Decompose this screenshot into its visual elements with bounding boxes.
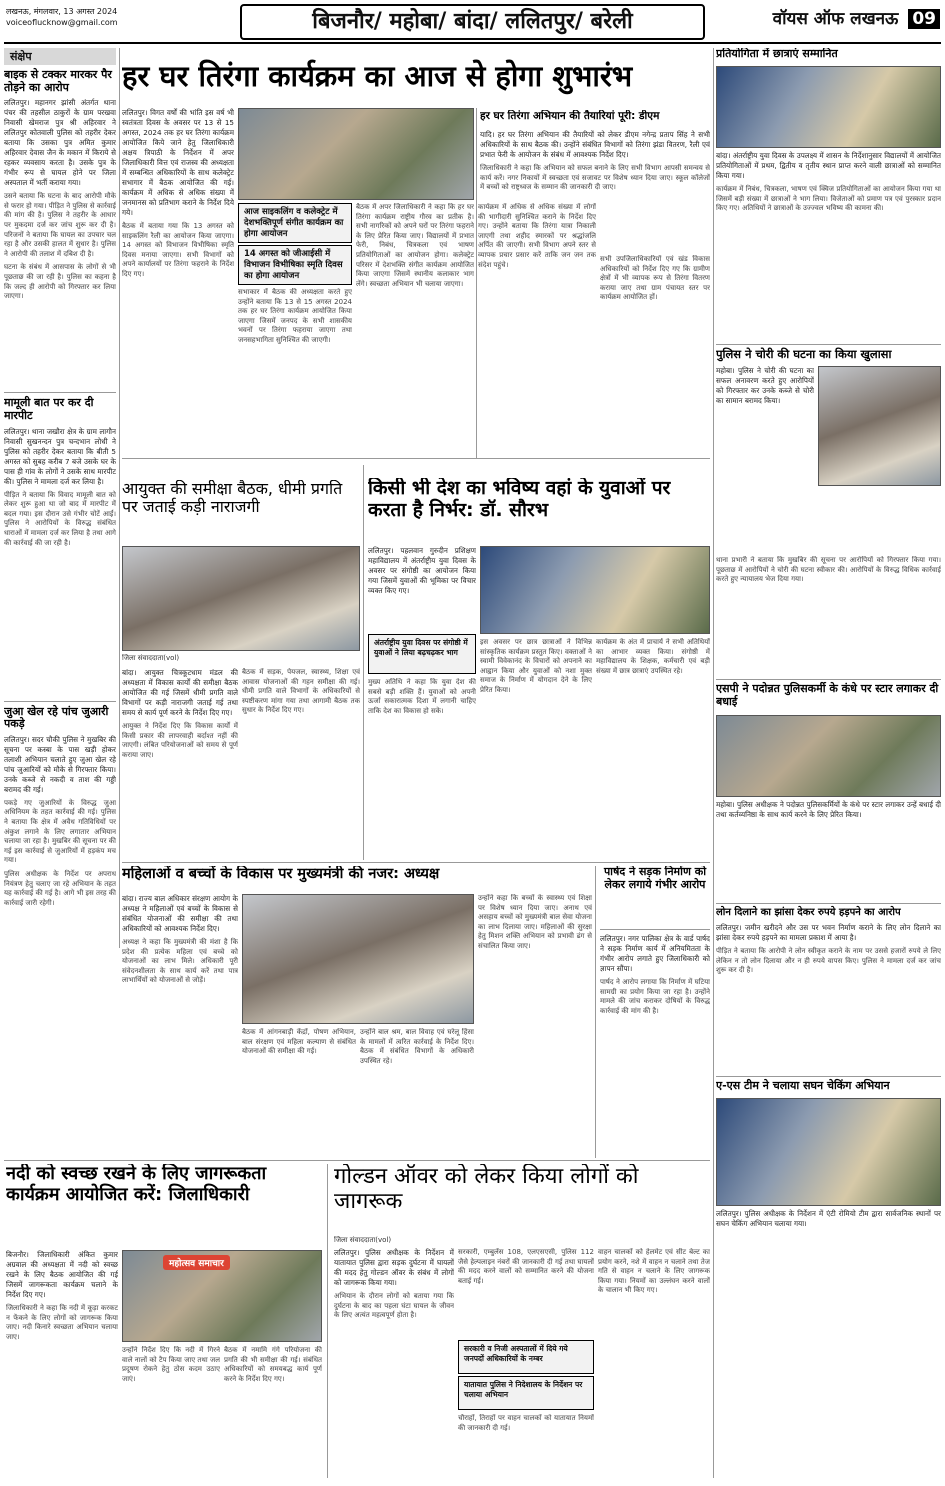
divider: [4, 392, 116, 393]
story-body: [716, 923, 941, 1073]
river-body-col3: [224, 1346, 322, 1478]
story-paragraph: ललितपुर। सदर चौकी पुलिस ने मुखबिर की सूचना पर कस्बा के पास खड़ी होकर तलाशी अभियान चलाते हुए जुआ खेल रहे पांच जुआरियों को मौके से गिरफ्तार किया। उनके कब्जे से नकदी व ताश की गड्डी बरामद की गई।: [4, 734, 116, 794]
road-body: [600, 934, 710, 1156]
main-headline: हर घर तिरंगा कार्यक्रम का आज से होगा शुभारंभ: [122, 59, 633, 93]
section-label: संक्षेप: [4, 48, 116, 65]
story-paragraph: ललितपुर। विगत वर्षों की भांति इस वर्ष भी स्वतंत्रता दिवस के अवसर पर 13 से 15 अगस्त, 2024 तक हर घर तिरंगा कार्यक्रम आयोजित किये जाने हेतु जिलाधिकारी अक्षय त्रिपाठी के निर्देशन में अपर जिलाधिकारी वित्त एवं राजस्व की अध्यक्षता में सम्बन्धित अधिकारियों के साथ कलेक्ट्रेट सभागार में बैठक आयोजित की गई। कार्यक्रम में अधिक से अधिक संख्या में जनमानस को प्रतिभाग कराने के निर्देश दिये गये।: [122, 108, 234, 217]
story-paragraph: ललितपुर। पुलिस अधीक्षक के निर्देशन में एंटी रोमियो टीम द्वारा सार्वजनिक स्थानों पर सघन चेकिंग अभियान चलाया गया।: [716, 1209, 941, 1228]
story-paragraph: अध्यक्ष ने कहा कि मुख्यमंत्री की मंशा है कि प्रदेश की प्रत्येक महिला एवं बच्चे को योजनाओं का लाभ मिले। अधिकारी पूरी संवेदनशीलता के साथ कार्य करें तथा पात्र लाभार्थियों को योजनाओं से जोड़ें।: [122, 938, 238, 985]
story-paragraph: बैठक में नमामि गंगे परियोजना की प्रगति की भी समीक्षा की गई। संबंधित अधिकारियों को समयबद्ध कार्य पूर्ण करने के निर्देश दिए गए।: [224, 1346, 322, 1383]
edition-title: बिजनौर/ महोबा/ बांदा/ ललितपुर/ बरेली: [240, 4, 705, 40]
youth-body-col3: [480, 638, 592, 858]
story-paragraph: चौराहों, तिराहों पर वाहन चालकों को यातायात नियमों की जानकारी दी गई।: [458, 1414, 594, 1432]
side-body-col2: [600, 255, 710, 453]
highlight-box: यातायात पुलिस ने निदेशालय के निर्देशन पर चलाया अभियान: [458, 1376, 594, 1410]
story-paragraph: उन्होंने कहा कि बच्चों के स्वास्थ्य एवं शिक्षा पर विशेष ध्यान दिया जाए। अनाथ एवं असहाय बच्चों को मुख्यमंत्री बाल सेवा योजना का लाभ दिलाया जाए। महिलाओं की सुरक्षा हेतु मिशन शक्ति अभियान को प्रभावी ढंग से संचालित किया जाए।: [478, 894, 592, 950]
river-headline: नदी को स्वच्छ रखने के लिए जागरूकता कार्यक्रम आयोजित करें: जिलाधिकारी: [6, 1164, 267, 1205]
side-body: [480, 130, 710, 250]
story-body: [716, 366, 814, 556]
highlight-box: आज साइकलिंग व कलेक्ट्रेट में देशभक्तिपूर्ण संगीत कार्यक्रम का होगा आयोजन: [238, 203, 352, 243]
column-divider: [713, 48, 714, 1478]
story-paragraph: उन्होंने बाल श्रम, बाल विवाह एवं घरेलू हिंसा के मामलों में त्वरित कार्रवाई के निर्देश दिए। बैठक में संबंधित विभागों के अधिकारी उपस्थित रहे।: [360, 1028, 474, 1065]
date-line: लखनऊ, मंगलवार, 13 अगस्त 2024: [6, 7, 118, 16]
story-paragraph: बांदा। अंतर्राष्ट्रीय युवा दिवस के उपलक्ष्य में शासन के निर्देशानुसार विद्यालयों में आयोजित प्रतियोगिताओं में प्रथम, द्वितीय व तृतीय स्थान प्राप्त करने वाली छात्राओं को सम्मानित किया गया।: [716, 151, 941, 180]
divider: [716, 903, 941, 904]
story-paragraph: ललितपुर। जमीन खरीदने और उस पर भवन निर्माण कराने के लिए लोन दिलाने का झांसा देकर रुपये हड़पने का मामला प्रकाश में आया है।: [716, 923, 941, 942]
story-body: [4, 427, 116, 697]
story-paragraph: ललितपुर। पुलिस अधीक्षक के निर्देशन में यातायात पुलिस द्वारा सड़क दुर्घटना में घायलों की मदद हेतु गोल्डन ऑवर के संबंध में लोगों को जागरूक किया गया।: [334, 1248, 454, 1287]
story-headline: एसपी ने पदोन्नत पुलिसकर्मी के कंधे पर स्टार लगाकर दी बधाई: [716, 682, 939, 708]
story-paragraph: ललितपुर। पहलवान गुरुदीन प्रशिक्षण महाविद्यालय में अंतर्राष्ट्रीय युवा दिवस के अवसर पर संगोष्ठी का आयोजन किया गया जिसमें युवाओं की भूमिका पर विचार व्यक्त किए गए।: [368, 546, 476, 595]
golden-body-col2: [458, 1248, 594, 1338]
story-paragraph: पुलिस अधीक्षक के निर्देश पर अपराध नियंत्रण हेतु चलाए जा रहे अभियान के तहत यह कार्रवाई की गई है। आगे भी इस तरह की कार्रवाई जारी रहेगी।: [4, 870, 116, 907]
story-headline: प्रतियोगिता में छात्राएं सम्मानित: [716, 48, 838, 60]
youth-body-col1: [368, 546, 476, 630]
main-body-col2: [356, 203, 474, 453]
story-paragraph: सभाकार में बैठक की अध्यक्षता करते हुए उन्होंने बताया कि 13 से 15 अगस्त 2024 तक हर घर तिरंगा कार्यक्रम आयोजित किया जाएगा जिसमें जनपद के सभी शासकीय भवनों पर तिरंगा फहराया जाएगा तथा जनसहभागिता सुनिश्चित की जाएगी।: [238, 288, 352, 344]
column-divider: [595, 866, 596, 1158]
river-body-col2: [122, 1346, 220, 1478]
highlight-box: सरकारी व निजी अस्पतालों में दिये गये जनपदों अधिकारियों के नम्बर: [458, 1340, 594, 1374]
story-paragraph: थाना प्रभारी ने बताया कि मुखबिर की सूचना पर आरोपियों को गिरफ्तार किया गया। पूछताछ में आरोपियों ने चोरी की घटना स्वीकार की। आरोपियों के विरुद्ध विधिक कार्रवाई करते हुए न्यायालय भेज दिया गया।: [716, 556, 941, 584]
divider: [4, 701, 116, 702]
women-body-col1: [122, 894, 238, 1156]
women-headline: महिलाओं व बच्चों के विकास पर मुख्यमंत्री की नजर: अध्यक्ष: [122, 866, 440, 882]
highlight-box-wrap: [238, 203, 352, 285]
story-paragraph: कार्यक्रम के अंत में प्राचार्य ने सभी अतिथियों का आभार व्यक्त किया। संगोष्ठी में महाविद्यालय के शिक्षक, कर्मचारी एवं बड़ी संख्या में छात्र छात्राएं उपस्थित रहे।: [596, 638, 710, 675]
story-paragraph: बांदा। आयुक्त चित्रकूटधाम मंडल की अध्यक्षता में विकास कार्यों की समीक्षा बैठक आयोजित की गई जिसमें धीमी प्रगति वाले विभागों पर कड़ी नाराजगी जताई गई तथा समय से कार्य पूर्ण करने के निर्देश दिए गए।: [122, 668, 238, 717]
golden-body-col4: [598, 1248, 710, 1478]
women-body-col4: [478, 894, 592, 1156]
story-paragraph: महोबा। पुलिस ने चोरी की घटना का सफल अनावरण करते हुए आरोपियों को गिरफ्तार कर उनके कब्जे से चोरी का सामान बरामद किया।: [716, 366, 814, 405]
story-paragraph: पीड़ित ने बताया कि आरोपी ने लोन स्वीकृत कराने के नाम पर उससे हजारों रुपये ले लिए लेकिन न तो लोन दिलाया और न ही रुपये वापस किए। पुलिस ने मामला दर्ज कर जांच शुरू कर दी है।: [716, 947, 941, 975]
review-caption: जिला संवाददाता(vol): [122, 654, 180, 662]
river-photo: [122, 1250, 322, 1342]
review-body-col1: [122, 668, 238, 858]
story-paragraph: उसने बताया कि घटना के बाद आरोपी मौके से फरार हो गया। पीड़ित ने पुलिस से कार्रवाई की मांग की है। पुलिस ने तहरीर के आधार पर मुकदमा दर्ज कर जांच शुरू कर दी है। परिजनों ने बताया कि घायल का उपचार चल रहा है और उसकी हालत में सुधार है। पुलिस ने आरोपी की तलाश में दबिश दी है।: [4, 192, 116, 258]
river-body-col1: [6, 1250, 118, 1478]
story-paragraph: आयुक्त ने निर्देश दिए कि विकास कार्यों में किसी प्रकार की लापरवाही बर्दाश्त नहीं की जाएगी। लंबित परियोजनाओं को समय से पूर्ण कराया जाए।: [122, 722, 238, 759]
story-body: [4, 735, 116, 1135]
column-divider: [119, 48, 120, 948]
column-divider: [363, 465, 364, 860]
youth-body-col2: [368, 678, 476, 858]
story-photo: [716, 1098, 941, 1206]
story-paragraph: उन्होंने निर्देश दिए कि नदी में गिरने वाले नालों को टैप किया जाए तथा जल प्रदूषण रोकने हेतु ठोस कदम उठाए जाएं।: [122, 1346, 220, 1383]
main-body-col3: [238, 288, 352, 453]
story-paragraph: पकड़े गए जुआरियों के विरुद्ध जुआ अधिनियम के तहत कार्रवाई की गई। पुलिस ने बताया कि क्षेत्र में अवैध गतिविधियों पर अंकुश लगाने के लिए लगातार अभियान चलाया जा रहा है। मुखबिर की सूचना पर की गई इस कार्रवाई से जुआरियों में हड़कंप मच गया।: [4, 798, 116, 865]
section-divider: [4, 1160, 710, 1161]
story-paragraph: महोबा। पुलिस अधीक्षक ने पदोन्नत पुलिसकर्मियों के कंधे पर स्टार लगाकर उन्हें बधाई दी तथा कर्तव्यनिष्ठा के साथ कार्य करने के लिए प्रेरित किया।: [716, 800, 941, 819]
story-photo: [818, 366, 941, 486]
story-paragraph: घटना के संबंध में आसपास के लोगों से भी पूछताछ की जा रही है। पुलिस का कहना है कि जल्द ही आरोपी को गिरफ्तार कर लिया जाएगा।: [4, 263, 116, 301]
masthead-rule: [4, 42, 941, 44]
column-divider: [327, 1164, 328, 1478]
story-photo: [716, 66, 941, 148]
story-paragraph: ललितपुर। थाना जखौरा क्षेत्र के ग्राम लागौन निवासी सुखनन्दन पुत्र चन्दभान लोधी ने पुलिस को तहरीर देकर बताया कि बीती 5 अगस्त को सुबह करीब 7 बजे उसके घर के पास ही गांव के लोगों ने उसके साथ मारपीट की। पुलिस ने मामला दर्ज कर लिया है।: [4, 426, 116, 486]
column-divider: [476, 108, 477, 458]
youth-headline: किसी भी देश का भविष्य वहां के युवाओं पर करता है निर्भर: डॉ. सौरभ: [368, 478, 671, 521]
story-paragraph: बैठक में बताया गया कि 13 अगस्त को साइकलिंग रैली का आयोजन किया जाएगा। 14 अगस्त को विभाजन विभीषिका स्मृति दिवस मनाया जाएगा। सभी विभागों को अपने कार्यालयों पर तिरंगा फहराने के निर्देश दिए गए।: [122, 222, 234, 278]
story-body: [716, 151, 941, 341]
story-body: [4, 98, 116, 388]
story-paragraph: ललितपुर। महानगर झांसी अंतर्गत थाना पंचर की तहसील ठाकुरों के ग्राम परखवा निवासी खेमराज पुत्र श्री अहिरवार ने ललितपुर कोतवाली पुलिस को तहरीर देकर बताया कि उसका पुत्र अमित कुमार अहिरवार देवास जैन के मकान में किराये से रहकर व्यवसाय करता है। उसके पुत्र के गंभीर रूप से घायल होने पर जिला अस्पताल में भर्ती कराया गया।: [4, 98, 116, 188]
story-paragraph: बैठक में सड़क, पेयजल, स्वास्थ्य, शिक्षा एवं आवास योजनाओं की गहन समीक्षा की गई। धीमी प्रगति वाले विभागों के अधिकारियों से स्पष्टीकरण मांगा गया तथा आगामी बैठक तक सुधार के निर्देश दिए गए।: [242, 668, 360, 715]
review-headline: आयुक्त की समीक्षा बैठक, धीमी प्रगति पर जताई कड़ी नाराजगी: [122, 480, 343, 517]
story-headline: बाइक से टक्कर मारकर पैर तोड़ने का आरोप: [4, 68, 112, 94]
section-divider: [122, 458, 710, 459]
story-paragraph: अभियान के दौरान लोगों को बताया गया कि दुर्घटना के बाद का पहला घंटा घायल के जीवन के लिए अत्यंत महत्वपूर्ण होता है।: [334, 1292, 454, 1320]
story-headline: जुआ खेल रहे पांच जुआरी पकड़े: [4, 704, 109, 731]
road-headline: पार्षद ने सड़क निर्माण को लेकर लगाये गंभीर आरोप: [600, 866, 710, 930]
story-paragraph: पार्षद ने आरोप लगाया कि निर्माण में घटिया सामग्री का प्रयोग किया जा रहा है। उन्होंने मामले की जांच कराकर दोषियों के विरुद्ध कार्रवाई की मांग की है।: [600, 978, 710, 1015]
golden-headline: गोल्डन ऑवर को लेकर किया लोगों को जागरूक: [334, 1164, 639, 1215]
story-paragraph: सरकारी, एम्बुलेंस 108, एलएसएसी, पुलिस 112 जैसे हेल्पलाइन नंबरों की जानकारी दी गई तथा घायलों की मदद करने वालों को सम्मानित करने की योजना बताई गई।: [458, 1248, 594, 1285]
email-line: voiceoflucknow@gmail.com: [6, 18, 118, 27]
golden-body-col1: [334, 1248, 454, 1478]
story-paragraph: सभी उपजिलाधिकारियों एवं खंड विकास अधिकारियों को निर्देश दिए गए कि ग्रामीण क्षेत्रों में भी व्यापक रूप से तिरंगा वितरण कराया जाए तथा ग्राम पंचायत स्तर पर कार्यक्रम आयोजित हों।: [600, 255, 710, 302]
story-paragraph: जिलाधिकारी ने कहा कि अभियान को सफल बनाने के लिए सभी विभाग आपसी समन्वय से कार्य करें। नगर निकायों में स्वच्छता एवं सजावट पर विशेष ध्यान दिया जाए। स्कूल कॉलेजों में बच्चों को राष्ट्रध्वज के सम्मान की जानकारी दी जाए।: [480, 164, 710, 192]
masthead-date: [6, 6, 236, 36]
women-body-col2: [242, 1028, 356, 1156]
golden-caption: जिला संवाददाता(vol): [334, 1236, 392, 1244]
story-paragraph: इस अवसर पर छात्र छात्राओं ने विभिन्न सांस्कृतिक कार्यक्रम प्रस्तुत किए। वक्ताओं ने स्वामी विवेकानंद के विचारों को अपनाने का आह्वान किया और युवाओं को नशा मुक्त समाज के निर्माण में योगदान देने के लिए प्रेरित किया।: [480, 638, 592, 694]
story-paragraph: जिलाधिकारी ने कहा कि नदी में कूड़ा करकट न फेंकने के लिए लोगों को जागरूक किया जाए। नदी किनारे स्वच्छता अभियान चलाया जाए।: [6, 1304, 118, 1341]
highlight-box: अंतर्राष्ट्रीय युवा दिवस पर संगोष्ठी में युवाओं ने लिया बढ़चढ़कर भाग: [368, 634, 476, 674]
story-headline: पुलिस ने चोरी की घटना का किया खुलासा: [716, 347, 892, 361]
story-paragraph: मुख्य अतिथि ने कहा कि युवा देश की सबसे बड़ी शक्ति हैं। युवाओं को अपनी ऊर्जा सकारात्मक दिशा में लगानी चाहिए ताकि देश का विकास हो सके।: [368, 678, 476, 715]
page-number: 09: [908, 9, 940, 29]
story-paragraph: कार्यक्रम में निबंध, चित्रकला, भाषण एवं क्विज प्रतियोगिताओं का आयोजन किया गया था जिसमें बड़ी संख्या में छात्राओं ने भाग लिया। विजेताओं को प्रमाण पत्र एवं पुरस्कार प्रदान किए गए। अतिथियों ने छात्राओं के उज्ज्वल भविष्य की कामना की।: [716, 185, 941, 213]
divider: [716, 679, 941, 680]
story-photo: [716, 715, 941, 797]
side-headline: हर घर तिरंगा अभियान की तैयारियां पूरी: डीएम: [480, 110, 660, 122]
story-paragraph: यादि। हर घर तिरंगा अभियान की तैयारियों को लेकर डीएम नगेन्द्र प्रताप सिंह ने सभी अधिकारियों के साथ बैठक की। उन्होंने संबंधित विभागों को तिरंगा झंडा वितरण, रैली एवं प्रभात फेरी के आयोजन के संबंध में आवश्यक निर्देश दिए।: [480, 130, 710, 159]
story-headline: लोन दिलाने का झांसा देकर रुपये हड़पने का आरोप: [716, 907, 901, 918]
main-photo: [238, 108, 474, 200]
section-divider: [122, 862, 710, 863]
review-photo: [122, 546, 360, 651]
story-paragraph: बैठक में अपर जिलाधिकारी ने कहा कि हर घर तिरंगा कार्यक्रम राष्ट्रीय गौरव का प्रतीक है। सभी नागरिकों को अपने घरों पर तिरंगा फहराने के लिए प्रेरित किया जाए। विद्यालयों में प्रभात फेरी, निबंध, चित्रकला एवं भाषण प्रतियोगिताओं का आयोजन होगा। कलेक्ट्रेट परिसर में देशभक्ति संगीत कार्यक्रम आयोजित किया जाएगा जिसमें स्थानीय कलाकार भाग लेंगे। स्वच्छता अभियान भी चलाया जाएगा।: [356, 203, 474, 288]
women-body-col3: [360, 1028, 474, 1156]
right-column: [716, 48, 941, 1478]
story-headline: ए-एस टीम ने चलाया सघन चेकिंग अभियान: [716, 1079, 890, 1092]
story-paragraph: कार्यक्रम में अधिक से अधिक संख्या में लोगों की भागीदारी सुनिश्चित कराने के निर्देश दिए गए। उन्होंने बताया कि तिरंगा यात्रा निकाली जाएगी तथा शहीद स्मारकों पर श्रद्धांजलि अर्पित की जाएगी। सभी विभाग अपने स्तर से व्यापक प्रचार प्रसार करें ताकि जन जन तक संदेश पहुंचे।: [478, 203, 596, 269]
review-body-col2: [242, 668, 360, 858]
highlight-box: 14 अगस्त को जीआईसी में विभाजन विभीषिका स्मृति दिवस का होगा आयोजन: [238, 245, 352, 285]
divider: [716, 1076, 941, 1077]
youth-body-col4: [596, 638, 710, 858]
story-paragraph: पीड़ित ने बताया कि विवाद मामूली बात को लेकर शुरू हुआ था जो बाद में मारपीट में बदल गया। इस दौरान उसे गंभीर चोटें आईं। पुलिस ने आरोपियों के विरुद्ध संबंधित धाराओं में मामला दर्ज कर लिया है तथा आगे की कार्रवाई की जा रही है।: [4, 490, 116, 547]
story-paragraph: बैठक में आंगनबाड़ी केंद्रों, पोषण अभियान, बाल संरक्षण एवं महिला कल्याण से संबंधित योजनाओं की समीक्षा की गई।: [242, 1028, 356, 1056]
youth-photo: [480, 546, 710, 634]
photo-banner: महोत्सव समाचार: [163, 1255, 230, 1270]
story-row: [716, 366, 941, 556]
story-paragraph: वाहन चालकों को हेलमेट एवं सीट बेल्ट का प्रयोग करने, नशे में वाहन न चलाने तथा तेज गति से वाहन न चलाने के लिए जागरूक किया गया। नियमों का उल्लंघन करने वालों के चालान भी किए गए।: [598, 1248, 710, 1295]
paper-name: वॉयस ऑफ लखनऊ: [772, 9, 899, 29]
story-body: [716, 800, 941, 900]
paper-name-block: [712, 6, 940, 36]
divider: [716, 344, 941, 345]
story-headline: मामूली बात पर कर दी मारपीट: [4, 396, 94, 422]
golden-body-col3: [458, 1414, 594, 1478]
main-body-col1: [122, 108, 234, 453]
women-photo: [242, 894, 474, 1024]
story-paragraph: बिजनौर। जिलाधिकारी अंकित कुमार अग्रवाल की अध्यक्षता में नदी को स्वच्छ रखने के लिए बैठक आयोजित की गई जिसमें जागरूकता कार्यक्रम चलाने के निर्देश दिए गए।: [6, 1250, 118, 1299]
story-paragraph: बांदा। राज्य बाल अधिकार संरक्षण आयोग के अध्यक्ष ने महिलाओं एवं बच्चों के विकास से संबंधित योजनाओं की समीक्षा की तथा अधिकारियों को आवश्यक निर्देश दिए।: [122, 894, 238, 933]
story-paragraph: ललितपुर। नगर पालिका क्षेत्र के वार्ड पार्षद ने सड़क निर्माण कार्य में अनियमितता के गंभीर आरोप लगाते हुए जिलाधिकारी को ज्ञापन सौंपा।: [600, 934, 710, 973]
story-body: [716, 1209, 941, 1269]
story-body: [716, 556, 941, 676]
